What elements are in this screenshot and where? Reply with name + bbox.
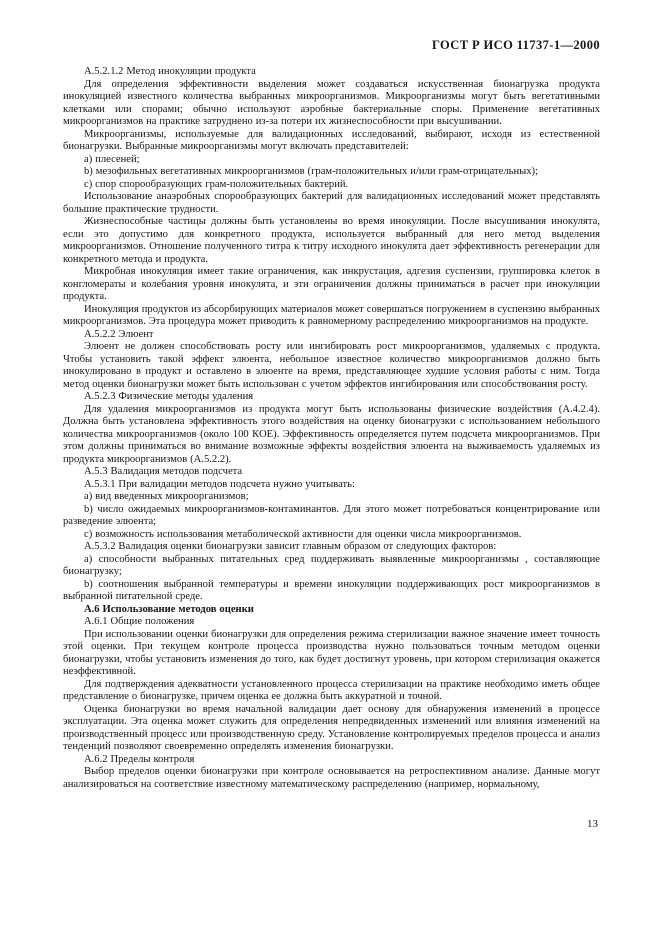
paragraph: a) способности выбранных питательных сред поддерживать выявленные микроорганизмы , составляющие бионагрузку; — [63, 553, 600, 577]
paragraph: Для удаления микроорганизмов из продукта могут быть использованы физические воздействия (А.4.2.4). Должна быть установлена эффективность этого воздействия на оценку бионагрузки с использованием небольшого количества микроорганизмов (около 100 КОЕ). Эффективность определяется путем подсчета микроорганизмов. При этом должны приниматься во внимание возможные эффекты воздействия элюента на выживаемость удаляемых из продукта микроорганизмов (А.5.2.2). — [63, 403, 600, 465]
paragraph: Использование анаэробных спорообразующих бактерий для валидационных исследований может представлять большие практические трудности. — [63, 191, 600, 215]
paragraph: Элюент не должен способствовать росту или ингибировать рост микроорганизмов, удаляемых с продукта. Чтобы установить такой эффект элюента, небольшое известное количество микроорганизмов должно быть инокулировано в продукт и оставлено в элюенте на время, представляющее худшие условия работы с ним. Тогда метод оценки бионагрузки может быть использован с учетом эффектов ингибирования или способствования росту. — [63, 341, 600, 390]
paragraph: А.6 Использование методов оценки — [84, 603, 254, 615]
paragraph: Оценка бионагрузки во время начальной валидации дает основу для обнаружения изменений в процессе эксплуатации. Эта оценка может служить для определения непредвиденных изменений или влияния изменений на производственный процесс или производственную среду. Установление контролируемых пределов процесса и анализ тенденций позволяют своевременно определять изменения бионагрузки. — [63, 703, 600, 752]
page-number: 13 — [587, 818, 598, 830]
paragraph: b) число ожидаемых микроорганизмов-контаминантов. Для этого может потребоваться концентрирование или разведение элюента; — [63, 503, 600, 527]
document-title-header: ГОСТ Р ИСО 11737-1—2000 — [431, 38, 600, 52]
paragraph: А.5.2.1.2 Метод инокуляции продукта — [84, 66, 256, 77]
paragraph: А.6.1 Общие положения — [84, 616, 195, 627]
paragraph: c) спор спорообразующих грам-положительных бактерий. — [84, 178, 349, 190]
paragraph: А.6.2 Пределы контроля — [84, 753, 195, 765]
paragraph: Микробная инокуляция имеет такие ограничения, как инкрустация, адгезия суспензии, группировка клеток в конгломераты и колебания уровня инокулята, и эти ограничения должны приниматься в расчет при инокуляции продукта. — [63, 266, 600, 302]
paragraph: a) плесеней; — [84, 153, 140, 165]
paragraph: Жизнеспособные частицы должны быть установлены во время инокуляции. После высушивания инокулята, если это допустимо для конкретного продукта, используется выбранный для него метод выделения микроорганизмов. Отношение полученного титра к титру исходного инокулята дает эффективность регенерации для конкретного метода и продукта. — [63, 216, 600, 265]
paragraph: b) соотношения выбранной температуры и времени инокуляции поддерживающих рост микроорганизмов в выбранной питательной среде. — [63, 578, 600, 602]
paragraph: Выбор пределов оценки бионагрузки при контроле основывается на ретроспективном анализе. Данные могут анализироваться на соответствие известному математическому распределению (например, нормальному, — [63, 766, 600, 790]
paragraph: А.5.3.1 При валидации методов подсчета нужно учитывать: — [84, 478, 355, 490]
paragraph: c) возможность использования метаболической активности для оценки числа микроорганизмов. — [84, 528, 522, 540]
paragraph: Для подтверждения адекватности установленного процесса стерилизации на практике необходимо иметь общее представление о бионагрузке, причем оценка ее должна быть аккуратной и точной. — [63, 678, 600, 702]
paragraph: Микроорганизмы, используемые для валидационных исследований, выбирают, исходя из естественной бионагрузки. Выбранные микроорганизмы могут включать представителей: — [63, 128, 600, 152]
paragraph: При использовании оценки бионагрузки для определения режима стерилизации важное значение имеет точность этой оценки. При текущем контроле процесса производства нужно пользоваться точным методом оценки бионагрузки, чтобы установить изменения до того, как будет достигнут уровень, при котором стерилизация окажется неэффективной. — [63, 628, 600, 677]
paragraph: А.5.2.3 Физические методы удаления — [84, 391, 254, 402]
paragraph: А.5.3.2 Валидация оценки бионагрузки зависит главным образом от следующих факторов: — [84, 541, 497, 552]
paragraph: А.5.3 Валидация методов подсчета — [84, 466, 243, 477]
paragraph: А.5.2.2 Элюент — [84, 328, 154, 340]
document-body — [63, 66, 600, 791]
paragraph: Инокуляция продуктов из абсорбирующих материалов может совершаться погружением в суспензию выбранных микроорганизмов. Эта процедура может приводить к равномерному распределению микроорганизмов на продукте. — [63, 303, 600, 327]
paragraph: a) вид введенных микроорганизмов; — [84, 491, 249, 502]
paragraph: Для определения эффективности выделения может создаваться искусственная бионагрузка продукта инокуляцией известного количества выбранных микроорганизмов. Микроорганизмы могут быть вегетативными клетками или спорами; обычно используют аэробные бактериальные споры. Применение вегетативных микроорганизмов на практике затруднено из-за потери их жизнеспособности при высушивании. — [63, 78, 600, 127]
paragraph: b) мезофильных вегетативных микроорганизмов (грам-положительных и/или грам-отрицательных); — [84, 166, 539, 177]
